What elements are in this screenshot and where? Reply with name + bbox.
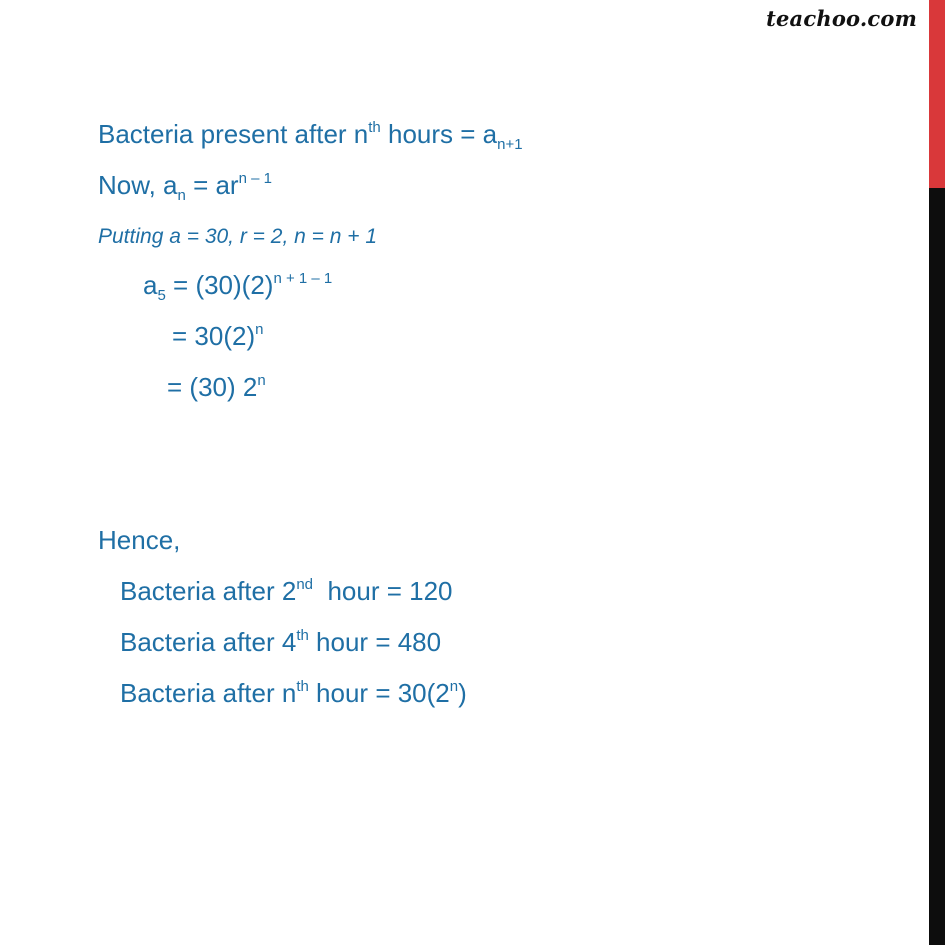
text-part: hours = a [380,119,498,149]
text-part: a [143,270,158,300]
subscript: n+1 [497,136,523,153]
red-bar-segment [929,0,945,188]
line-substitution [143,270,333,304]
line-result-4th-hour [120,627,441,657]
text-part: Bacteria after 2 [120,576,297,606]
superscript: n [255,321,264,338]
superscript: nd [296,576,313,593]
text-part: Bacteria present after n [98,119,369,149]
superscript: n + 1 – 1 [273,270,333,287]
line-result-2nd-hour [120,576,453,606]
superscript: th [296,627,309,644]
line-simplify-2 [167,372,266,402]
superscript: n [257,372,266,389]
text-part: = 30(2) [172,321,256,351]
text-part: = ar [185,170,239,200]
superscript: th [296,678,309,695]
line-bacteria-present [98,119,523,153]
subscript: n [177,187,186,204]
line-putting-values: Putting a = 30, r = 2, n = n + 1 [98,225,378,248]
line-hence: Hence, [98,525,181,555]
text-part: hour = 120 [313,576,453,606]
text-part: Bacteria after 4 [120,627,297,657]
line-simplify-1 [172,321,263,351]
text-part: = (30) 2 [167,372,258,402]
text-part: ) [458,678,467,708]
text-part: hour = 30(2 [308,678,450,708]
superscript: th [368,119,381,136]
text-part: = (30)(2) [165,270,274,300]
superscript: n – 1 [238,170,272,187]
right-edge-bar [929,0,945,945]
line-result-nth-hour [120,678,467,708]
teachoo-logo: teachoo.com [766,6,917,31]
text-part: Bacteria after n [120,678,297,708]
text-part: hour = 480 [308,627,442,657]
line-formula [98,170,272,204]
text-part: Now, a [98,170,178,200]
black-bar-segment [929,188,945,945]
subscript: 5 [157,287,166,304]
superscript: n [449,678,459,695]
